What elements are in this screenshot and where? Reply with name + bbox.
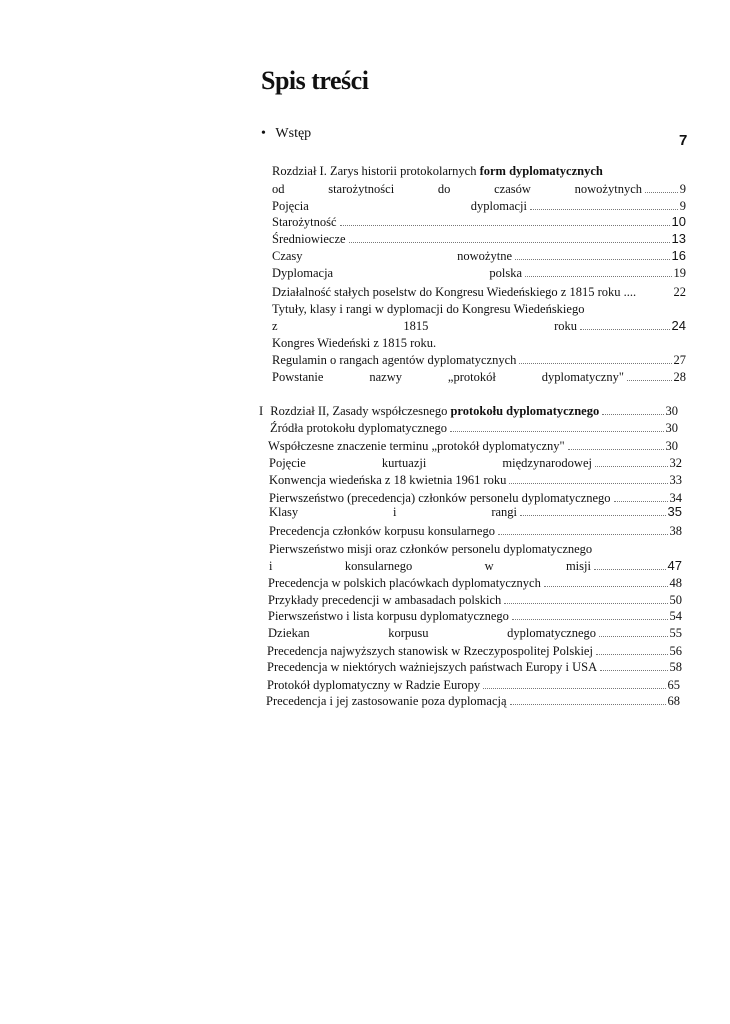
page-number: 28: [673, 370, 686, 384]
toc-entry: [272, 264, 686, 282]
entry-text: Tytuły, klasy i rangi w dyplomacji do Kongresu Wiedeńskiego: [272, 302, 585, 316]
toc-entry: [272, 351, 686, 369]
word: do: [437, 182, 451, 196]
toc-entry: [272, 230, 686, 248]
leader-dots: [602, 414, 663, 415]
toc-entry: [269, 540, 682, 558]
toc-entry: [272, 213, 686, 231]
leader-dots: [510, 704, 666, 705]
page-number: 55: [669, 626, 682, 640]
toc-entry: [269, 471, 682, 489]
page-number: 54: [669, 609, 682, 623]
word: Klasy: [269, 505, 299, 519]
entry-text: Pierwszeństwo misji oraz członków personelu dyplomatycznego: [269, 542, 593, 556]
leader-dots: [520, 515, 666, 516]
page-number: 32: [669, 456, 682, 470]
word: Pojęcie: [269, 456, 306, 470]
toc-entry: [269, 503, 682, 521]
leader-dots: [599, 636, 668, 637]
word: Dyplomacja: [272, 266, 334, 280]
chapter1-number: Rozdział I.: [272, 164, 327, 178]
leader-dots: [525, 276, 672, 277]
leader-dots: [614, 501, 668, 502]
page-number: 38: [669, 524, 682, 538]
word: rangi: [491, 505, 517, 519]
chapter2-marker: I: [259, 404, 264, 418]
entry-text: Precedencja w polskich placówkach dyplomatycznych: [268, 576, 541, 590]
page-number: 47: [667, 558, 682, 573]
word: korpusu: [388, 626, 429, 640]
word: od: [272, 182, 285, 196]
chapter1-title-prefix: Zarys historii protokolarnych: [329, 164, 477, 178]
leader-dots: [349, 242, 670, 243]
toc-entry: [268, 607, 682, 625]
toc-entry-line2: [272, 317, 686, 335]
word: i: [393, 505, 397, 519]
leader-dots: [594, 569, 666, 570]
leader-dots: [544, 586, 668, 587]
word: i: [269, 559, 273, 573]
leader-dots: [568, 449, 664, 450]
chapter2-number: Rozdział II,: [270, 404, 330, 418]
word: nowożytne: [457, 249, 512, 263]
word: dyplomatycznego: [507, 626, 596, 640]
word: dyplomatyczny": [541, 370, 624, 384]
leader-dots: [450, 431, 663, 432]
intro-label: Wstęp: [275, 126, 312, 141]
toc-entry: [267, 658, 682, 676]
page-number: 24: [671, 318, 686, 333]
page-number: 48: [669, 576, 682, 590]
page-number: 34: [669, 491, 682, 505]
word: starożytności: [328, 182, 395, 196]
leader-dots: [483, 688, 665, 689]
chapter2-heading: [259, 402, 678, 420]
entry-text: Konwencja wiedeńska z 18 kwietnia 1961 roku: [269, 473, 507, 487]
word: międzynarodowej: [502, 456, 592, 470]
page-number: 10: [671, 214, 686, 229]
leader-dots: [600, 670, 667, 671]
toc-entry: [272, 300, 686, 318]
entry-text: Protokół dyplomatyczny w Radzie Europy: [267, 678, 481, 692]
page-number: 58: [669, 660, 682, 674]
leader-dots: [580, 329, 670, 330]
leader-dots: [515, 259, 670, 260]
intro-entry: [261, 126, 311, 142]
entry-text: Pierwszeństwo (precedencja) członków personelu dyplomatycznego: [269, 491, 611, 505]
word: z: [272, 319, 278, 333]
page-number: 9: [679, 182, 686, 196]
toc-entry: [272, 368, 686, 386]
page-number: 50: [669, 593, 682, 607]
leader-dots: [596, 654, 668, 655]
toc-entry-line2: [269, 557, 682, 575]
word: Pojęcia: [272, 199, 309, 213]
word: misji: [565, 559, 591, 573]
entry-text: Starożytność: [272, 215, 337, 229]
toc-entry: [269, 454, 682, 472]
word: „protokół: [447, 370, 496, 384]
entry-text: Działalność stałych poselstw do Kongresu Wiedeńskiego z 1815 roku ....: [272, 285, 637, 299]
chapter2-title-prefix: Zasady współczesnego: [332, 404, 448, 418]
entry-text: Precedencja najwyższych stanowisk w Rzeczypospolitej Polskiej: [267, 644, 593, 658]
toc-entry: [272, 247, 686, 265]
word: dyplomacji: [470, 199, 527, 213]
toc-entry: [268, 624, 682, 642]
word: kurtuazji: [381, 456, 427, 470]
page-number: 30: [665, 439, 678, 453]
word: polska: [489, 266, 522, 280]
page-number: 30: [665, 404, 678, 418]
entry-text: Przykłady precedencji w ambasadach polskich: [268, 593, 502, 607]
entry-text: Precedencja w niektórych ważniejszych państwach Europy i USA: [267, 660, 598, 674]
page-number: 56: [669, 644, 682, 658]
toc-entry: [268, 437, 678, 455]
toc-entry: [272, 334, 686, 352]
page-number: 33: [669, 473, 682, 487]
page-number: 35: [667, 504, 682, 519]
page-title: Spis treści: [261, 66, 369, 95]
entry-text: Pierwszeństwo i lista korpusu dyplomatycznego: [268, 609, 509, 623]
word: Powstanie: [272, 370, 324, 384]
word: Dziekan: [268, 626, 310, 640]
word: Czasy: [272, 249, 303, 263]
word: roku: [554, 319, 577, 333]
leader-dots: [595, 466, 668, 467]
word: nazwy: [369, 370, 402, 384]
leader-dots: [498, 534, 668, 535]
word: nowożytnych: [574, 182, 642, 196]
entry-text: Precedencja członków korpusu konsularnego: [269, 524, 495, 538]
leader-dots: [645, 192, 678, 193]
chapter1-heading: [272, 162, 672, 180]
page-number: 65: [667, 678, 680, 692]
entry-text: Średniowiecze: [272, 232, 346, 246]
chapter2-title-bold: protokołu dyplomatycznego: [450, 404, 600, 418]
page-number: 22: [673, 285, 686, 299]
word: 1815: [403, 319, 429, 333]
bullet: •: [261, 126, 266, 141]
page-number: 30: [665, 421, 678, 435]
leader-dots: [530, 209, 678, 210]
page-number: 27: [673, 353, 686, 367]
leader-dots: [504, 603, 667, 604]
toc-entry: [269, 522, 682, 540]
toc-entry: [270, 419, 678, 437]
page-number: 19: [673, 266, 686, 280]
word: w: [484, 559, 494, 573]
page-number: 16: [671, 248, 686, 263]
entry-text: Źródła protokołu dyplomatycznego: [270, 421, 448, 435]
toc-entry: [266, 692, 680, 710]
toc-entry: [268, 574, 682, 592]
toc-entry: [272, 283, 686, 301]
entry-text: Kongres Wiedeński z 1815 roku.: [272, 336, 437, 350]
leader-dots: [519, 363, 671, 364]
page-number: 13: [671, 231, 686, 246]
entry-text: Współczesne znaczenie terminu „protokół dyplomatyczny": [268, 439, 565, 453]
entry-text: Precedencja i jej zastosowanie poza dyplomacją: [266, 694, 507, 708]
chapter1-heading-line2: [272, 180, 686, 198]
chapter1-title-bold: form dyplomatycznych: [479, 164, 603, 178]
word: konsularnego: [344, 559, 413, 573]
word: czasów: [494, 182, 531, 196]
leader-dots: [627, 380, 672, 381]
leader-dots: [512, 619, 668, 620]
page-number: 9: [679, 199, 686, 213]
intro-page-number: 7: [679, 132, 688, 149]
leader-dots: [509, 483, 667, 484]
page-number: 68: [667, 694, 680, 708]
leader-dots: [340, 225, 670, 226]
entry-text: Regulamin o rangach agentów dyplomatycznych: [272, 353, 517, 367]
